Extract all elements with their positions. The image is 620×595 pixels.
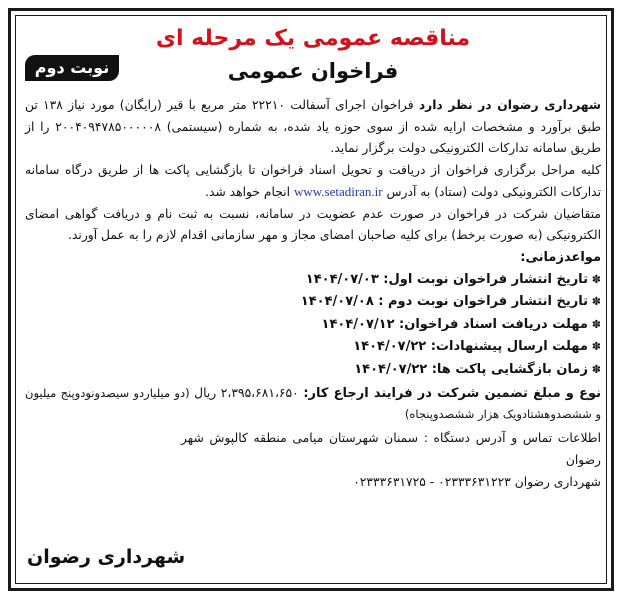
organizer-lead: شهرداری رضوان در نظر دارد [418,98,601,112]
contact-address: اطلاعات تماس و آدرس دستگاه : سمنان شهرستان میامی منطقه کالپوش شهر رضوان [181,431,601,467]
bullet-star-icon: ✽ [587,295,601,308]
guarantee-unit: ریال [194,386,217,400]
paragraph-1 [25,95,601,160]
guarantee-words: (دو میلیاردو سیصدونودوپنج میلیون و ششصدوهشتادویک هزار ششصدوپنجاه) [25,386,601,421]
guarantee-section [25,383,601,425]
contact-phones: شهرداری رضوان ۰۲۳۳۳۶۳۱۲۲۳ - ۰۲۳۳۳۶۳۱۷۲۵ [353,475,601,489]
notice-subtitle: فراخوان عمومی [227,59,399,83]
schedule-item [25,314,601,337]
notice-frame [8,8,614,591]
guarantee-amount: ۲،۳۹۵،۶۸۱،۶۵۰ [220,386,299,400]
notice-title: مناقصه عمومی یک مرحله ای [155,26,471,51]
schedule-item-text: زمان بازگشایی پاکت ها: ۱۴۰۴/۰۷/۲۲ [354,361,588,377]
round-badge: نوبت دوم [25,55,119,81]
schedule-item [25,359,601,382]
bullet-star-icon: ✽ [587,362,601,376]
schedule-item [25,291,601,314]
bullet-star-icon: ✽ [587,340,601,353]
bullet-star-icon: ✽ [587,317,601,331]
setad-url-link[interactable]: www.setadiran.ir [293,184,383,199]
paragraph-2 [25,160,601,204]
notice-content [25,23,601,493]
paragraph-2-text: کلیه مراحل برگزاری فراخوان از دریافت و تحویل اسناد فراخوان تا بازگشایی پاکت ها از طریق درگاه سامانه تدارکات الکترونیکی دولت (ستاد) به آدرس [25,162,601,199]
signature-organization: شهرداری رضوان [27,546,186,568]
schedule-item [25,336,601,359]
schedule-item-text: مهلت دریافت اسناد فراخوان: ۱۴۰۴/۰۷/۱۲ [321,316,588,332]
schedule-item-text: تاریخ انتشار فراخوان نوبت اول: ۱۴۰۴/۰۷/۰۳ [305,271,588,287]
guarantee-label: نوع و مبلغ تضمین شرکت در فرایند ارجاع کار: [303,386,601,401]
contact-info [181,427,601,493]
schedule-item-text: تاریخ انتشار فراخوان نوبت دوم : ۱۴۰۴/۰۷/۰۸ [300,294,588,309]
paragraph-2-tail: انجام خواهد شد. [205,185,291,199]
schedule-item [25,269,601,292]
paragraph-3: متقاضیان شرکت در فراخوان در صورت عدم عضویت در سامانه، نسبت به ثبت نام و دریافت گواهی امضای الکترونیکی (به صورت برخط) برای کلیه صاحبان امضای مجاز و مهر سازمانی اقدام لازم را به عمل آورند. [25,206,601,242]
paragraph-1-text: فراخوان اجرای آسفالت ۲۲۲۱۰ متر مربع با قیر (رایگان) مورد نیاز ۱۳۸ تن طبق برآورد و مشخصات ارایه شده از سوی حوزه یاد شده، به شماره (سیستمی) ۲۰۰۴۰۹۴۷۸۵۰۰۰۰۰۸ را از طریق سامانه تدارکات الکترونیکی دولت برگزار نماید. [25,98,601,155]
schedule-title: مواعدزمانی: [520,249,601,265]
schedule-item-text: مهلت ارسال پیشنهادات: ۱۴۰۴/۰۷/۲۲ [353,339,588,354]
bullet-star-icon: ✽ [587,272,601,286]
